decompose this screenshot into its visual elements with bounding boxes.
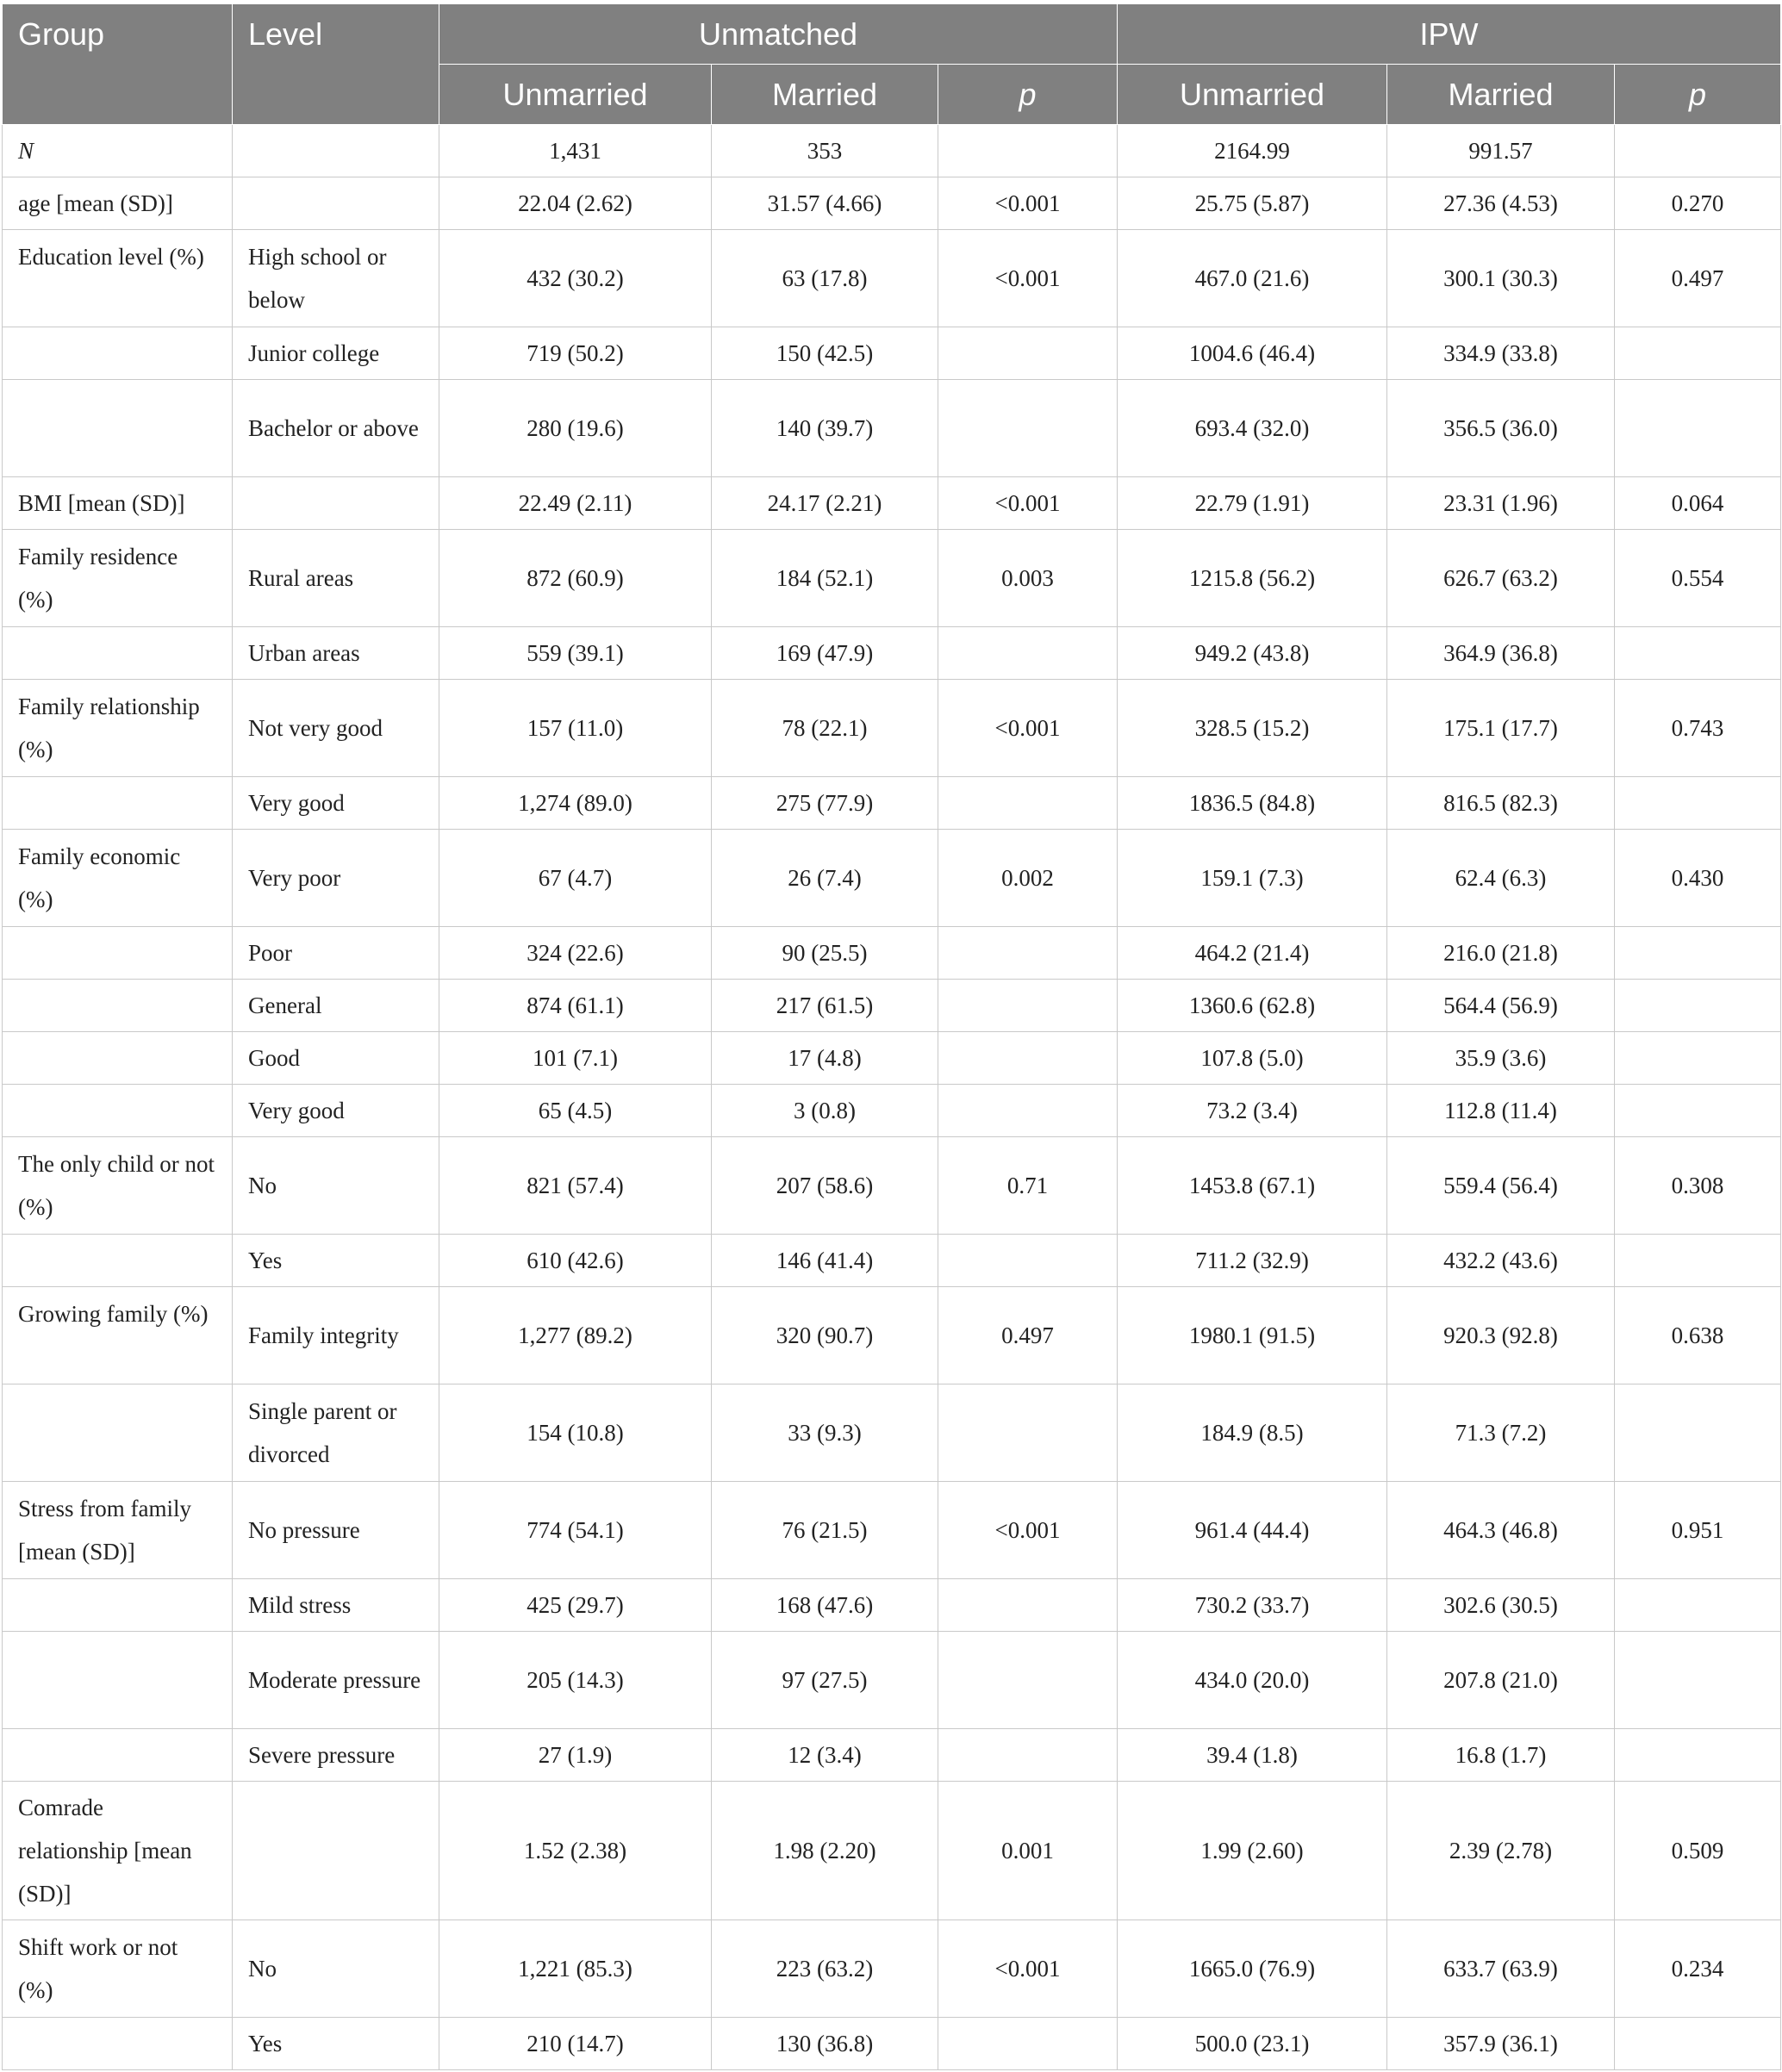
ipw-p-cell: 0.234	[1615, 1920, 1781, 2018]
ipw-p-cell	[1615, 327, 1781, 380]
ipw-married-cell: 300.1 (30.3)	[1387, 230, 1615, 327]
unmatched-married-cell: 184 (52.1)	[712, 530, 938, 627]
group-cell	[3, 327, 233, 380]
ipw-unmarried-cell: 693.4 (32.0)	[1118, 380, 1387, 477]
unmatched-unmarried-cell: 432 (30.2)	[439, 230, 712, 327]
ipw-p-cell: 0.430	[1615, 830, 1781, 927]
ipw-married-cell: 23.31 (1.96)	[1387, 477, 1615, 530]
ipw-unmarried-cell: 467.0 (21.6)	[1118, 230, 1387, 327]
table-row	[3, 777, 1781, 830]
unmatched-p-cell	[938, 1579, 1118, 1632]
table-body	[3, 125, 1781, 2070]
header-ipw: IPW	[1118, 4, 1781, 65]
comparison-table	[2, 3, 1781, 2070]
ipw-married-cell: 302.6 (30.5)	[1387, 1579, 1615, 1632]
unmatched-unmarried-cell: 67 (4.7)	[439, 830, 712, 927]
ipw-married-cell: 16.8 (1.7)	[1387, 1729, 1615, 1782]
unmatched-married-cell: 353	[712, 125, 938, 177]
ipw-p-cell	[1615, 1032, 1781, 1085]
ipw-unmarried-cell: 159.1 (7.3)	[1118, 830, 1387, 927]
ipw-unmarried-cell: 949.2 (43.8)	[1118, 627, 1387, 680]
unmatched-married-cell: 3 (0.8)	[712, 1085, 938, 1137]
unmatched-unmarried-cell: 22.04 (2.62)	[439, 177, 712, 230]
unmatched-unmarried-cell: 154 (10.8)	[439, 1384, 712, 1482]
ipw-p-cell	[1615, 380, 1781, 477]
ipw-p-cell: 0.270	[1615, 177, 1781, 230]
ipw-unmarried-cell: 1836.5 (84.8)	[1118, 777, 1387, 830]
unmatched-married-cell: 150 (42.5)	[712, 327, 938, 380]
table-row	[3, 1085, 1781, 1137]
unmatched-unmarried-cell: 719 (50.2)	[439, 327, 712, 380]
unmatched-married-cell: 12 (3.4)	[712, 1729, 938, 1782]
unmatched-married-cell: 1.98 (2.20)	[712, 1782, 938, 1920]
level-cell: No pressure	[233, 1482, 439, 1579]
ipw-married-cell: 564.4 (56.9)	[1387, 980, 1615, 1032]
unmatched-married-cell: 97 (27.5)	[712, 1632, 938, 1729]
unmatched-married-cell: 76 (21.5)	[712, 1482, 938, 1579]
ipw-unmarried-cell: 711.2 (32.9)	[1118, 1235, 1387, 1287]
ipw-unmarried-cell: 1980.1 (91.5)	[1118, 1287, 1387, 1384]
ipw-unmarried-cell: 434.0 (20.0)	[1118, 1632, 1387, 1729]
table-row	[3, 380, 1781, 477]
ipw-married-cell: 112.8 (11.4)	[1387, 1085, 1615, 1137]
ipw-p-cell	[1615, 1632, 1781, 1729]
unmatched-p-cell	[938, 1729, 1118, 1782]
unmatched-p-cell: <0.001	[938, 230, 1118, 327]
ipw-unmarried-cell: 1.99 (2.60)	[1118, 1782, 1387, 1920]
group-cell: Education level (%)	[3, 230, 233, 327]
unmatched-p-cell	[938, 1235, 1118, 1287]
unmatched-p-cell	[938, 777, 1118, 830]
ipw-p-cell	[1615, 927, 1781, 980]
group-cell	[3, 1384, 233, 1482]
table-container	[2, 3, 1780, 2070]
unmatched-married-cell: 78 (22.1)	[712, 680, 938, 777]
table-row	[3, 1032, 1781, 1085]
level-cell: Mild stress	[233, 1579, 439, 1632]
ipw-unmarried-cell: 961.4 (44.4)	[1118, 1482, 1387, 1579]
table-row	[3, 1920, 1781, 2018]
group-cell: Comrade relationship [mean (SD)]	[3, 1782, 233, 1920]
ipw-unmarried-cell: 464.2 (21.4)	[1118, 927, 1387, 980]
ipw-unmarried-cell: 328.5 (15.2)	[1118, 680, 1387, 777]
table-header	[3, 4, 1781, 125]
table-row	[3, 327, 1781, 380]
table-row	[3, 1235, 1781, 1287]
ipw-unmarried-cell: 25.75 (5.87)	[1118, 177, 1387, 230]
ipw-p-cell	[1615, 1085, 1781, 1137]
ipw-married-cell: 991.57	[1387, 125, 1615, 177]
table-row	[3, 1782, 1781, 1920]
table-row	[3, 2018, 1781, 2070]
table-row	[3, 927, 1781, 980]
level-cell: High school or below	[233, 230, 439, 327]
header-level: Level	[233, 4, 439, 125]
ipw-married-cell: 920.3 (92.8)	[1387, 1287, 1615, 1384]
unmatched-p-cell: 0.497	[938, 1287, 1118, 1384]
ipw-married-cell: 27.36 (4.53)	[1387, 177, 1615, 230]
group-cell	[3, 1085, 233, 1137]
unmatched-unmarried-cell: 425 (29.7)	[439, 1579, 712, 1632]
ipw-p-cell	[1615, 2018, 1781, 2070]
unmatched-married-cell: 17 (4.8)	[712, 1032, 938, 1085]
unmatched-unmarried-cell: 610 (42.6)	[439, 1235, 712, 1287]
ipw-married-cell: 2.39 (2.78)	[1387, 1782, 1615, 1920]
unmatched-unmarried-cell: 821 (57.4)	[439, 1137, 712, 1235]
level-cell: Good	[233, 1032, 439, 1085]
level-cell: Yes	[233, 2018, 439, 2070]
ipw-unmarried-cell: 39.4 (1.8)	[1118, 1729, 1387, 1782]
group-cell	[3, 380, 233, 477]
unmatched-p-cell	[938, 1384, 1118, 1482]
group-cell: Shift work or not (%)	[3, 1920, 233, 2018]
unmatched-unmarried-cell: 1,274 (89.0)	[439, 777, 712, 830]
unmatched-married-cell: 168 (47.6)	[712, 1579, 938, 1632]
ipw-unmarried-cell: 1215.8 (56.2)	[1118, 530, 1387, 627]
ipw-p-cell: 0.509	[1615, 1782, 1781, 1920]
group-cell: Family economic (%)	[3, 830, 233, 927]
header-ipw-unmarried: Unmarried	[1118, 65, 1387, 125]
level-cell: Junior college	[233, 327, 439, 380]
table-row	[3, 177, 1781, 230]
unmatched-unmarried-cell: 559 (39.1)	[439, 627, 712, 680]
header-unmatched-unmarried: Unmarried	[439, 65, 712, 125]
level-cell: Family integrity	[233, 1287, 439, 1384]
level-cell: No	[233, 1137, 439, 1235]
ipw-p-cell	[1615, 1729, 1781, 1782]
unmatched-p-cell	[938, 380, 1118, 477]
table-row	[3, 1482, 1781, 1579]
unmatched-married-cell: 140 (39.7)	[712, 380, 938, 477]
unmatched-married-cell: 146 (41.4)	[712, 1235, 938, 1287]
ipw-p-cell: 0.638	[1615, 1287, 1781, 1384]
ipw-married-cell: 334.9 (33.8)	[1387, 327, 1615, 380]
unmatched-married-cell: 90 (25.5)	[712, 927, 938, 980]
table-row	[3, 1579, 1781, 1632]
unmatched-unmarried-cell: 324 (22.6)	[439, 927, 712, 980]
ipw-married-cell: 35.9 (3.6)	[1387, 1032, 1615, 1085]
unmatched-unmarried-cell: 280 (19.6)	[439, 380, 712, 477]
group-cell	[3, 980, 233, 1032]
ipw-married-cell: 364.9 (36.8)	[1387, 627, 1615, 680]
ipw-unmarried-cell: 500.0 (23.1)	[1118, 2018, 1387, 2070]
ipw-married-cell: 175.1 (17.7)	[1387, 680, 1615, 777]
ipw-p-cell	[1615, 1384, 1781, 1482]
unmatched-unmarried-cell: 1,277 (89.2)	[439, 1287, 712, 1384]
table-row	[3, 1384, 1781, 1482]
level-cell: Urban areas	[233, 627, 439, 680]
unmatched-unmarried-cell: 1,431	[439, 125, 712, 177]
unmatched-unmarried-cell: 65 (4.5)	[439, 1085, 712, 1137]
table-row	[3, 1729, 1781, 1782]
unmatched-married-cell: 320 (90.7)	[712, 1287, 938, 1384]
unmatched-p-cell: <0.001	[938, 177, 1118, 230]
ipw-unmarried-cell: 22.79 (1.91)	[1118, 477, 1387, 530]
ipw-unmarried-cell: 73.2 (3.4)	[1118, 1085, 1387, 1137]
unmatched-p-cell	[938, 627, 1118, 680]
group-cell	[3, 1032, 233, 1085]
unmatched-unmarried-cell: 1,221 (85.3)	[439, 1920, 712, 2018]
level-cell: Very good	[233, 777, 439, 830]
ipw-married-cell: 216.0 (21.8)	[1387, 927, 1615, 980]
level-cell: Bachelor or above	[233, 380, 439, 477]
unmatched-married-cell: 31.57 (4.66)	[712, 177, 938, 230]
table-row	[3, 1632, 1781, 1729]
group-cell	[3, 627, 233, 680]
table-row	[3, 230, 1781, 327]
ipw-p-cell: 0.554	[1615, 530, 1781, 627]
table-row	[3, 125, 1781, 177]
table-row	[3, 627, 1781, 680]
unmatched-p-cell	[938, 125, 1118, 177]
table-row	[3, 830, 1781, 927]
group-cell: Family relationship (%)	[3, 680, 233, 777]
ipw-p-cell	[1615, 777, 1781, 830]
unmatched-p-cell	[938, 1632, 1118, 1729]
ipw-unmarried-cell: 107.8 (5.0)	[1118, 1032, 1387, 1085]
group-cell	[3, 1632, 233, 1729]
ipw-married-cell: 464.3 (46.8)	[1387, 1482, 1615, 1579]
header-ipw-married: Married	[1387, 65, 1615, 125]
unmatched-p-cell	[938, 327, 1118, 380]
level-cell: Moderate pressure	[233, 1632, 439, 1729]
group-cell: Stress from family [mean (SD)]	[3, 1482, 233, 1579]
unmatched-married-cell: 207 (58.6)	[712, 1137, 938, 1235]
ipw-married-cell: 559.4 (56.4)	[1387, 1137, 1615, 1235]
level-cell: Single parent or divorced	[233, 1384, 439, 1482]
unmatched-married-cell: 63 (17.8)	[712, 230, 938, 327]
level-cell: No	[233, 1920, 439, 2018]
table-row	[3, 530, 1781, 627]
unmatched-unmarried-cell: 210 (14.7)	[439, 2018, 712, 2070]
unmatched-unmarried-cell: 874 (61.1)	[439, 980, 712, 1032]
ipw-p-cell: 0.497	[1615, 230, 1781, 327]
group-cell: N	[3, 125, 233, 177]
level-cell: Poor	[233, 927, 439, 980]
ipw-married-cell: 356.5 (36.0)	[1387, 380, 1615, 477]
unmatched-p-cell: <0.001	[938, 477, 1118, 530]
ipw-married-cell: 626.7 (63.2)	[1387, 530, 1615, 627]
table-row	[3, 477, 1781, 530]
unmatched-p-cell	[938, 2018, 1118, 2070]
ipw-p-cell	[1615, 1235, 1781, 1287]
unmatched-p-cell: 0.002	[938, 830, 1118, 927]
ipw-married-cell: 816.5 (82.3)	[1387, 777, 1615, 830]
unmatched-p-cell	[938, 1032, 1118, 1085]
header-unmatched-married: Married	[712, 65, 938, 125]
unmatched-married-cell: 217 (61.5)	[712, 980, 938, 1032]
unmatched-unmarried-cell: 157 (11.0)	[439, 680, 712, 777]
level-cell	[233, 177, 439, 230]
header-unmatched: Unmatched	[439, 4, 1118, 65]
ipw-married-cell: 633.7 (63.9)	[1387, 1920, 1615, 2018]
level-cell	[233, 1782, 439, 1920]
group-cell: Growing family (%)	[3, 1287, 233, 1384]
ipw-p-cell	[1615, 627, 1781, 680]
level-cell: General	[233, 980, 439, 1032]
ipw-unmarried-cell: 184.9 (8.5)	[1118, 1384, 1387, 1482]
ipw-unmarried-cell: 2164.99	[1118, 125, 1387, 177]
ipw-p-cell: 0.743	[1615, 680, 1781, 777]
level-cell: Not very good	[233, 680, 439, 777]
ipw-married-cell: 432.2 (43.6)	[1387, 1235, 1615, 1287]
unmatched-p-cell: <0.001	[938, 1482, 1118, 1579]
header-unmatched-p: p	[938, 65, 1118, 125]
unmatched-unmarried-cell: 774 (54.1)	[439, 1482, 712, 1579]
ipw-married-cell: 207.8 (21.0)	[1387, 1632, 1615, 1729]
group-cell	[3, 777, 233, 830]
ipw-p-cell	[1615, 1579, 1781, 1632]
group-cell: The only child or not (%)	[3, 1137, 233, 1235]
unmatched-married-cell: 26 (7.4)	[712, 830, 938, 927]
unmatched-unmarried-cell: 872 (60.9)	[439, 530, 712, 627]
group-cell	[3, 1579, 233, 1632]
group-cell	[3, 927, 233, 980]
group-cell	[3, 2018, 233, 2070]
level-cell	[233, 477, 439, 530]
unmatched-married-cell: 169 (47.9)	[712, 627, 938, 680]
ipw-p-cell: 0.064	[1615, 477, 1781, 530]
level-cell: Severe pressure	[233, 1729, 439, 1782]
header-ipw-p: p	[1615, 65, 1781, 125]
level-cell: Very poor	[233, 830, 439, 927]
unmatched-unmarried-cell: 1.52 (2.38)	[439, 1782, 712, 1920]
ipw-married-cell: 62.4 (6.3)	[1387, 830, 1615, 927]
group-cell: age [mean (SD)]	[3, 177, 233, 230]
table-row	[3, 1137, 1781, 1235]
table-row	[3, 680, 1781, 777]
unmatched-p-cell: 0.71	[938, 1137, 1118, 1235]
table-row	[3, 980, 1781, 1032]
unmatched-p-cell: 0.001	[938, 1782, 1118, 1920]
unmatched-p-cell: <0.001	[938, 1920, 1118, 2018]
unmatched-married-cell: 130 (36.8)	[712, 2018, 938, 2070]
level-cell	[233, 125, 439, 177]
unmatched-married-cell: 33 (9.3)	[712, 1384, 938, 1482]
unmatched-unmarried-cell: 27 (1.9)	[439, 1729, 712, 1782]
ipw-p-cell	[1615, 125, 1781, 177]
ipw-p-cell: 0.308	[1615, 1137, 1781, 1235]
ipw-unmarried-cell: 1665.0 (76.9)	[1118, 1920, 1387, 2018]
unmatched-p-cell	[938, 980, 1118, 1032]
ipw-unmarried-cell: 1360.6 (62.8)	[1118, 980, 1387, 1032]
unmatched-unmarried-cell: 22.49 (2.11)	[439, 477, 712, 530]
ipw-p-cell	[1615, 980, 1781, 1032]
unmatched-married-cell: 275 (77.9)	[712, 777, 938, 830]
group-cell: Family residence (%)	[3, 530, 233, 627]
unmatched-p-cell: 0.003	[938, 530, 1118, 627]
unmatched-married-cell: 24.17 (2.21)	[712, 477, 938, 530]
ipw-unmarried-cell: 730.2 (33.7)	[1118, 1579, 1387, 1632]
group-cell	[3, 1235, 233, 1287]
unmatched-p-cell: <0.001	[938, 680, 1118, 777]
unmatched-p-cell	[938, 927, 1118, 980]
group-cell	[3, 1729, 233, 1782]
unmatched-married-cell: 223 (63.2)	[712, 1920, 938, 2018]
header-group: Group	[3, 4, 233, 125]
unmatched-p-cell	[938, 1085, 1118, 1137]
ipw-married-cell: 357.9 (36.1)	[1387, 2018, 1615, 2070]
table-row	[3, 1287, 1781, 1384]
ipw-married-cell: 71.3 (7.2)	[1387, 1384, 1615, 1482]
unmatched-unmarried-cell: 205 (14.3)	[439, 1632, 712, 1729]
ipw-unmarried-cell: 1453.8 (67.1)	[1118, 1137, 1387, 1235]
group-cell: BMI [mean (SD)]	[3, 477, 233, 530]
level-cell: Rural areas	[233, 530, 439, 627]
unmatched-unmarried-cell: 101 (7.1)	[439, 1032, 712, 1085]
ipw-unmarried-cell: 1004.6 (46.4)	[1118, 327, 1387, 380]
level-cell: Very good	[233, 1085, 439, 1137]
ipw-p-cell: 0.951	[1615, 1482, 1781, 1579]
level-cell: Yes	[233, 1235, 439, 1287]
